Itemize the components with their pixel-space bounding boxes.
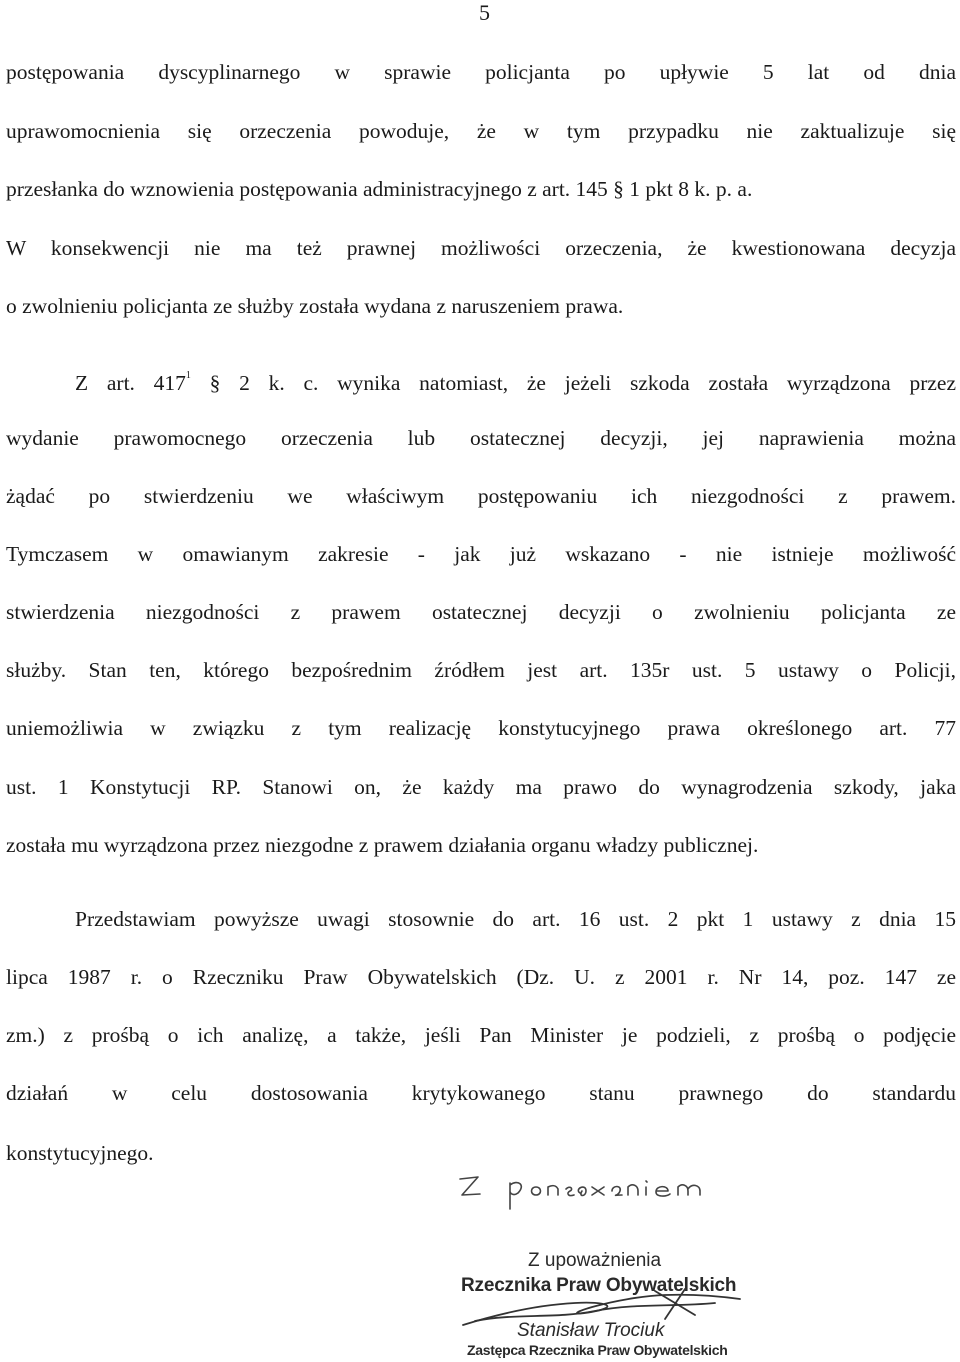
text-line: postępowania dyscyplinarnego w sprawie policjanta po upływie 5 lat od dnia xyxy=(6,60,956,84)
text-line: konstytucyjnego. xyxy=(6,1141,154,1165)
handwritten-closing xyxy=(452,1165,752,1215)
text-line: została mu wyrządzona przez niezgodne z prawem działania organu władzy publicznej. xyxy=(6,833,759,857)
text-line: działań w celu dostosowania krytykowanego stanu prawnego do standardu xyxy=(6,1081,956,1105)
stamp-authorization: Z upoważnienia xyxy=(528,1250,662,1271)
text-line: służby. Stan ten, którego bezpośrednim źródłem jest art. 135r ust. 5 ustawy o Policji, xyxy=(6,658,956,682)
superscript: 1 xyxy=(185,370,191,381)
text-line: o zwolnieniu policjanta ze służby została wydana z naruszeniem prawa. xyxy=(6,294,624,318)
text-segment: § 2 k. c. wynika natomiast, że jeżeli szkoda została wyrządzona przez xyxy=(190,371,957,396)
text-line: wydanie prawomocnego orzeczenia lub ostatecznej decyzji, jej naprawienia można xyxy=(6,426,956,450)
text-line: Przedstawiam powyższe uwagi stosownie do art. 16 ust. 2 pkt 1 ustawy z dnia 15 xyxy=(75,907,956,931)
text-segment: Z art. 417 xyxy=(75,371,186,396)
text-line xyxy=(75,365,956,398)
text-line: uniemożliwia w związku z tym realizację konstytucyjnego prawa określonego art. 77 xyxy=(6,716,956,740)
text-line: ust. 1 Konstytucji RP. Stanowi on, że każdy ma prawo do wynagrodzenia szkody, jaka xyxy=(6,775,956,799)
text-line: stwierdzenia niezgodności z prawem ostatecznej decyzji o zwolnieniu policjanta ze xyxy=(6,600,956,624)
text-line: W konsekwencji nie ma też prawnej możliwości orzeczenia, że kwestionowana decyzja xyxy=(6,236,956,260)
text-line: lipca 1987 r. o Rzeczniku Praw Obywatelskich (Dz. U. z 2001 r. Nr 14, poz. 147 ze xyxy=(6,965,956,989)
page-number: 5 xyxy=(479,0,490,25)
stamp-office: Rzecznika Praw Obywatelskich xyxy=(461,1275,737,1296)
text-line: zm.) z prośbą o ich analizę, a także, jeśli Pan Minister je podzieli, z prośbą o podjęcie xyxy=(6,1023,956,1047)
stamp-name: Stanisław Trociuk xyxy=(517,1320,665,1341)
text-line: Tymczasem w omawianym zakresie - jak już wskazano - nie istnieje możliwość xyxy=(6,542,956,566)
text-line: uprawomocnienia się orzeczenia powoduje, że w tym przypadku nie zaktualizuje się xyxy=(6,119,956,143)
text-line: przesłanka do wznowienia postępowania administracyjnego z art. 145 § 1 pkt 8 k. p. a. xyxy=(6,177,753,201)
stamp-title: Zastępca Rzecznika Praw Obywatelskich xyxy=(467,1342,728,1358)
text-line: żądać po stwierdzeniu we właściwym postępowaniu ich niezgodności z prawem. xyxy=(6,484,956,508)
